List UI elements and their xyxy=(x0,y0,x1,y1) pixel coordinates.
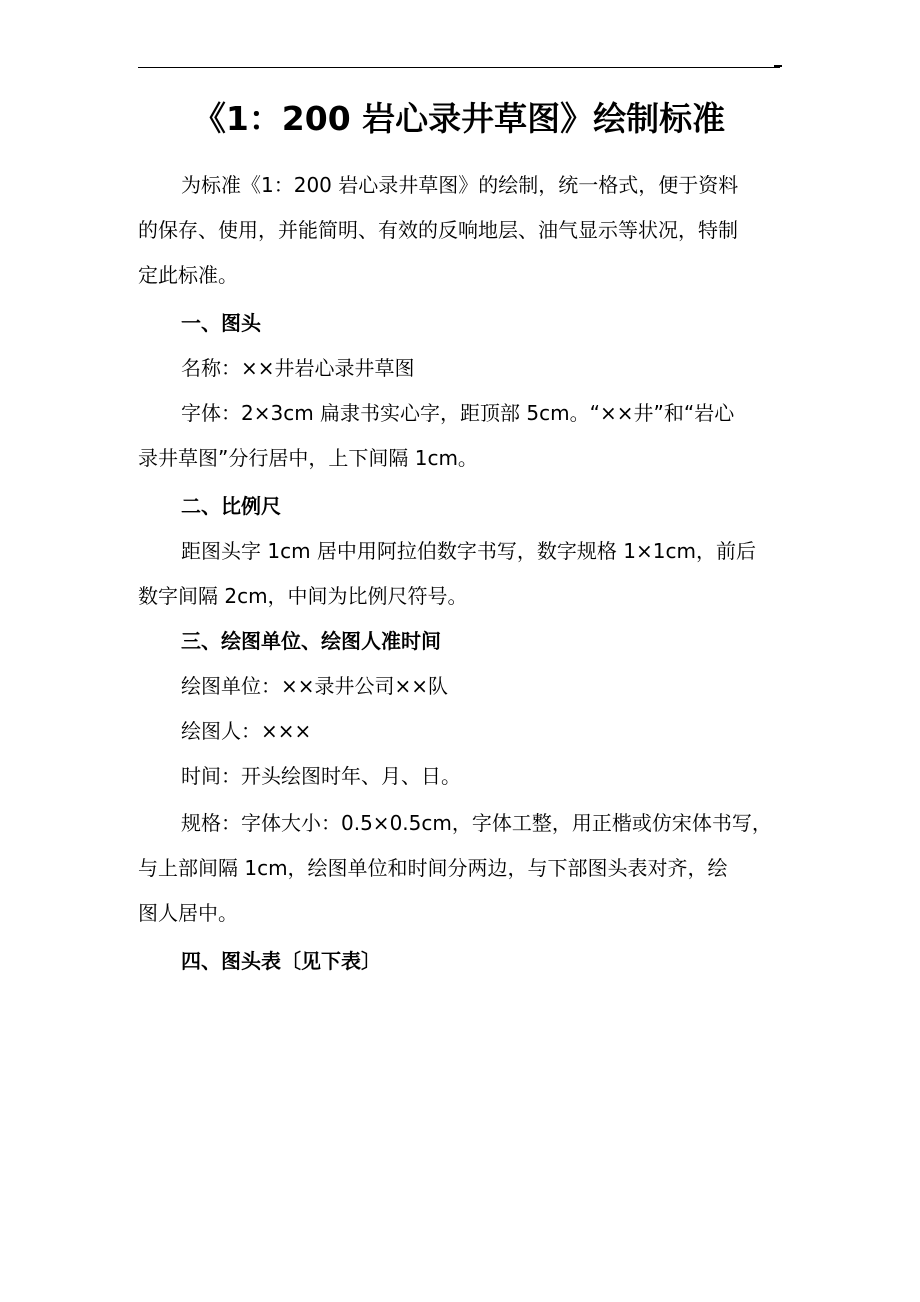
section1-name-line: 名称：××井岩心录井草图 xyxy=(181,356,415,380)
section3-spec-paragraph xyxy=(138,801,798,936)
section3-spec-line-3: 图人居中。 xyxy=(138,901,238,925)
section1-font-line-2: 录井草图”分行居中，上下间隔 1cm。 xyxy=(138,446,478,470)
section2-line-1: 距图头字 1cm 居中用阿拉伯数字书写，数字规格 1×1cm，前后 xyxy=(181,539,756,563)
section1-font-line-1: 字体：2×3cm 扁隶书实心字，距顶部 5cm。“××井”和“岩心 xyxy=(181,401,735,425)
section2-line-2: 数字间隔 2cm，中间为比例尺符号。 xyxy=(138,584,468,608)
section3-spec-line-2: 与上部间隔 1cm，绘图单位和时间分两边，与下部图头表对齐，绘 xyxy=(138,856,728,880)
document-title: 《1：200 岩心录井草图》绘制标准 xyxy=(192,99,726,138)
section3-person-line: 绘图人：××× xyxy=(181,719,312,743)
section4-heading: 四、图头表〔见下表〕 xyxy=(181,949,381,973)
intro-line-2: 的保存、使用，并能简明、有效的反响地层、油气显示等状况，特制 xyxy=(138,218,738,242)
section2-paragraph xyxy=(138,529,798,619)
section3-heading: 三、绘图单位、绘图人准时间 xyxy=(181,629,441,653)
section1-font-paragraph xyxy=(138,391,798,481)
header-rule xyxy=(138,67,780,68)
intro-paragraph xyxy=(138,163,798,298)
intro-line-3: 定此标准。 xyxy=(138,263,238,287)
section1-heading: 一、图头 xyxy=(181,311,261,335)
intro-line-1: 为标准《1：200 岩心录井草图》的绘制，统一格式，便于资料 xyxy=(181,173,739,197)
section3-unit-line: 绘图单位：××录井公司××队 xyxy=(181,674,449,698)
header-mark xyxy=(774,65,782,67)
section3-time-line: 时间：开头绘图时年、月、日。 xyxy=(181,764,461,788)
section3-spec-line-1: 规格：字体大小：0.5×0.5cm，字体工整，用正楷或仿宋体书写， xyxy=(181,811,772,835)
section2-heading: 二、比例尺 xyxy=(181,494,281,518)
